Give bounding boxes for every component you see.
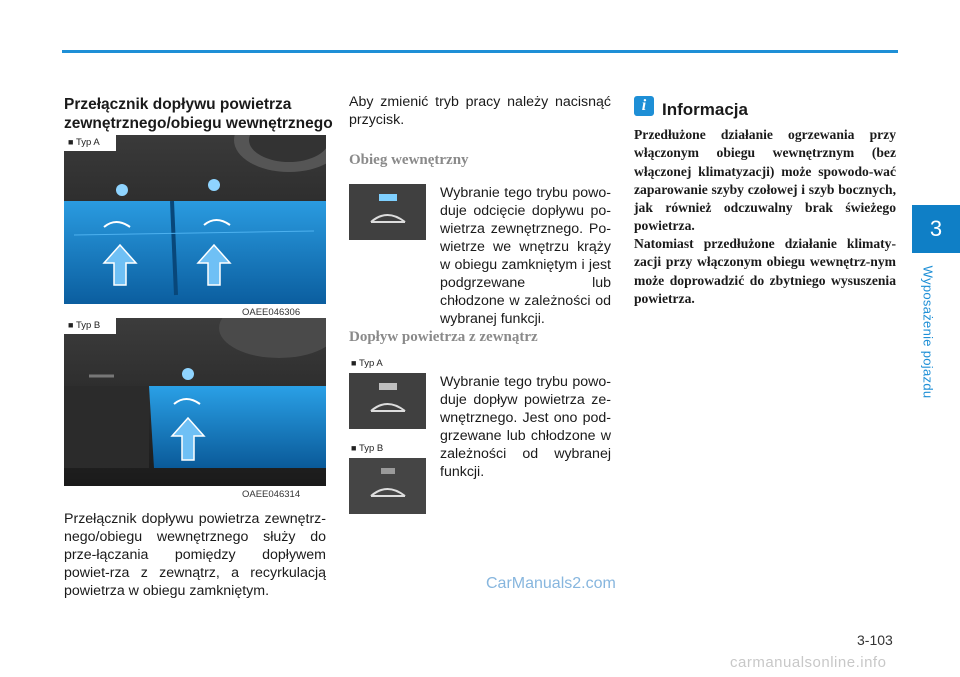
recirc-heading: Obieg wewnętrzny xyxy=(349,152,469,168)
intro-text: Aby zmienić tryb pracy należy nacisnąć przycisk. xyxy=(349,94,611,128)
section-heading: Przełącznik dopływu powietrza zewnętrznego/obiegu wewnętrznego xyxy=(64,96,333,132)
info-paragraph-1: Przedłużone działanie ogrzewania przy włączonym obiegu wewnętrznym (bez włączonej klimatyzacji) może spowodo-wać zaparowanie szyby czołowej i szyb bocznych, jak również odczuwalny brak świeżego powietrza. xyxy=(634,127,896,234)
figure-b-code: OAEE046314 xyxy=(242,489,301,500)
page-number: 3-103 xyxy=(857,632,893,648)
fresh-text: Wybranie tego trybu powo-duje dopływ powietrza ze-wnętrznego. Jest ono pod-grzewane lub chłodzone w zależności od wybranej funkcji. xyxy=(440,374,611,480)
figure-a-type: ■ Typ A xyxy=(68,137,100,148)
chapter-title: Wyposażenie pojazdu xyxy=(920,265,936,399)
figure-b-type: ■ Typ B xyxy=(68,320,100,331)
fresh-button-image-a xyxy=(349,373,426,429)
col1-paragraph: Przełącznik dopływu powietrza zewnętrz-nego/obiegu wewnętrznego służy do prze-łączania pomiędzy dopływem powiet-rza z zewnątrz, a recyrkulacją powietrza w obiegu zamkniętym. xyxy=(64,511,326,599)
fresh-heading: Dopływ powietrza z zewnątrz xyxy=(349,329,538,345)
chapter-tab: 3 xyxy=(912,205,960,253)
fresh-type-b: ■ Typ B xyxy=(351,443,383,454)
recirc-text: Wybranie tego trybu powo-duje odcięcie dopływu po-wietrza zewnętrznego. Po-wietrze we wnętrzu krąży w obiegu zamkniętym i jest podgrzewane lub chłodzone w zależności od wybranej funkcji. xyxy=(440,185,611,327)
fresh-button-image-b xyxy=(349,458,426,514)
info-title: Informacja xyxy=(662,100,748,119)
figure-type-a xyxy=(64,135,326,304)
info-paragraph-2: Natomiast przedłużone działanie klimaty-zacji przy włączonym obiegu wewnętrz-nym może doprowadzić do zbytniego wysuszenia powietrza. xyxy=(634,236,896,306)
footer-site-link[interactable]: CarManuals2.com xyxy=(486,575,616,592)
top-rule xyxy=(62,50,898,53)
watermark: carmanualsonline.info xyxy=(730,654,887,671)
info-icon: i xyxy=(634,96,654,116)
recirc-button-image xyxy=(349,184,426,240)
figure-a-code: OAEE046306 xyxy=(242,307,301,318)
fresh-type-a: ■ Typ A xyxy=(351,358,383,369)
figure-type-b xyxy=(64,318,326,486)
